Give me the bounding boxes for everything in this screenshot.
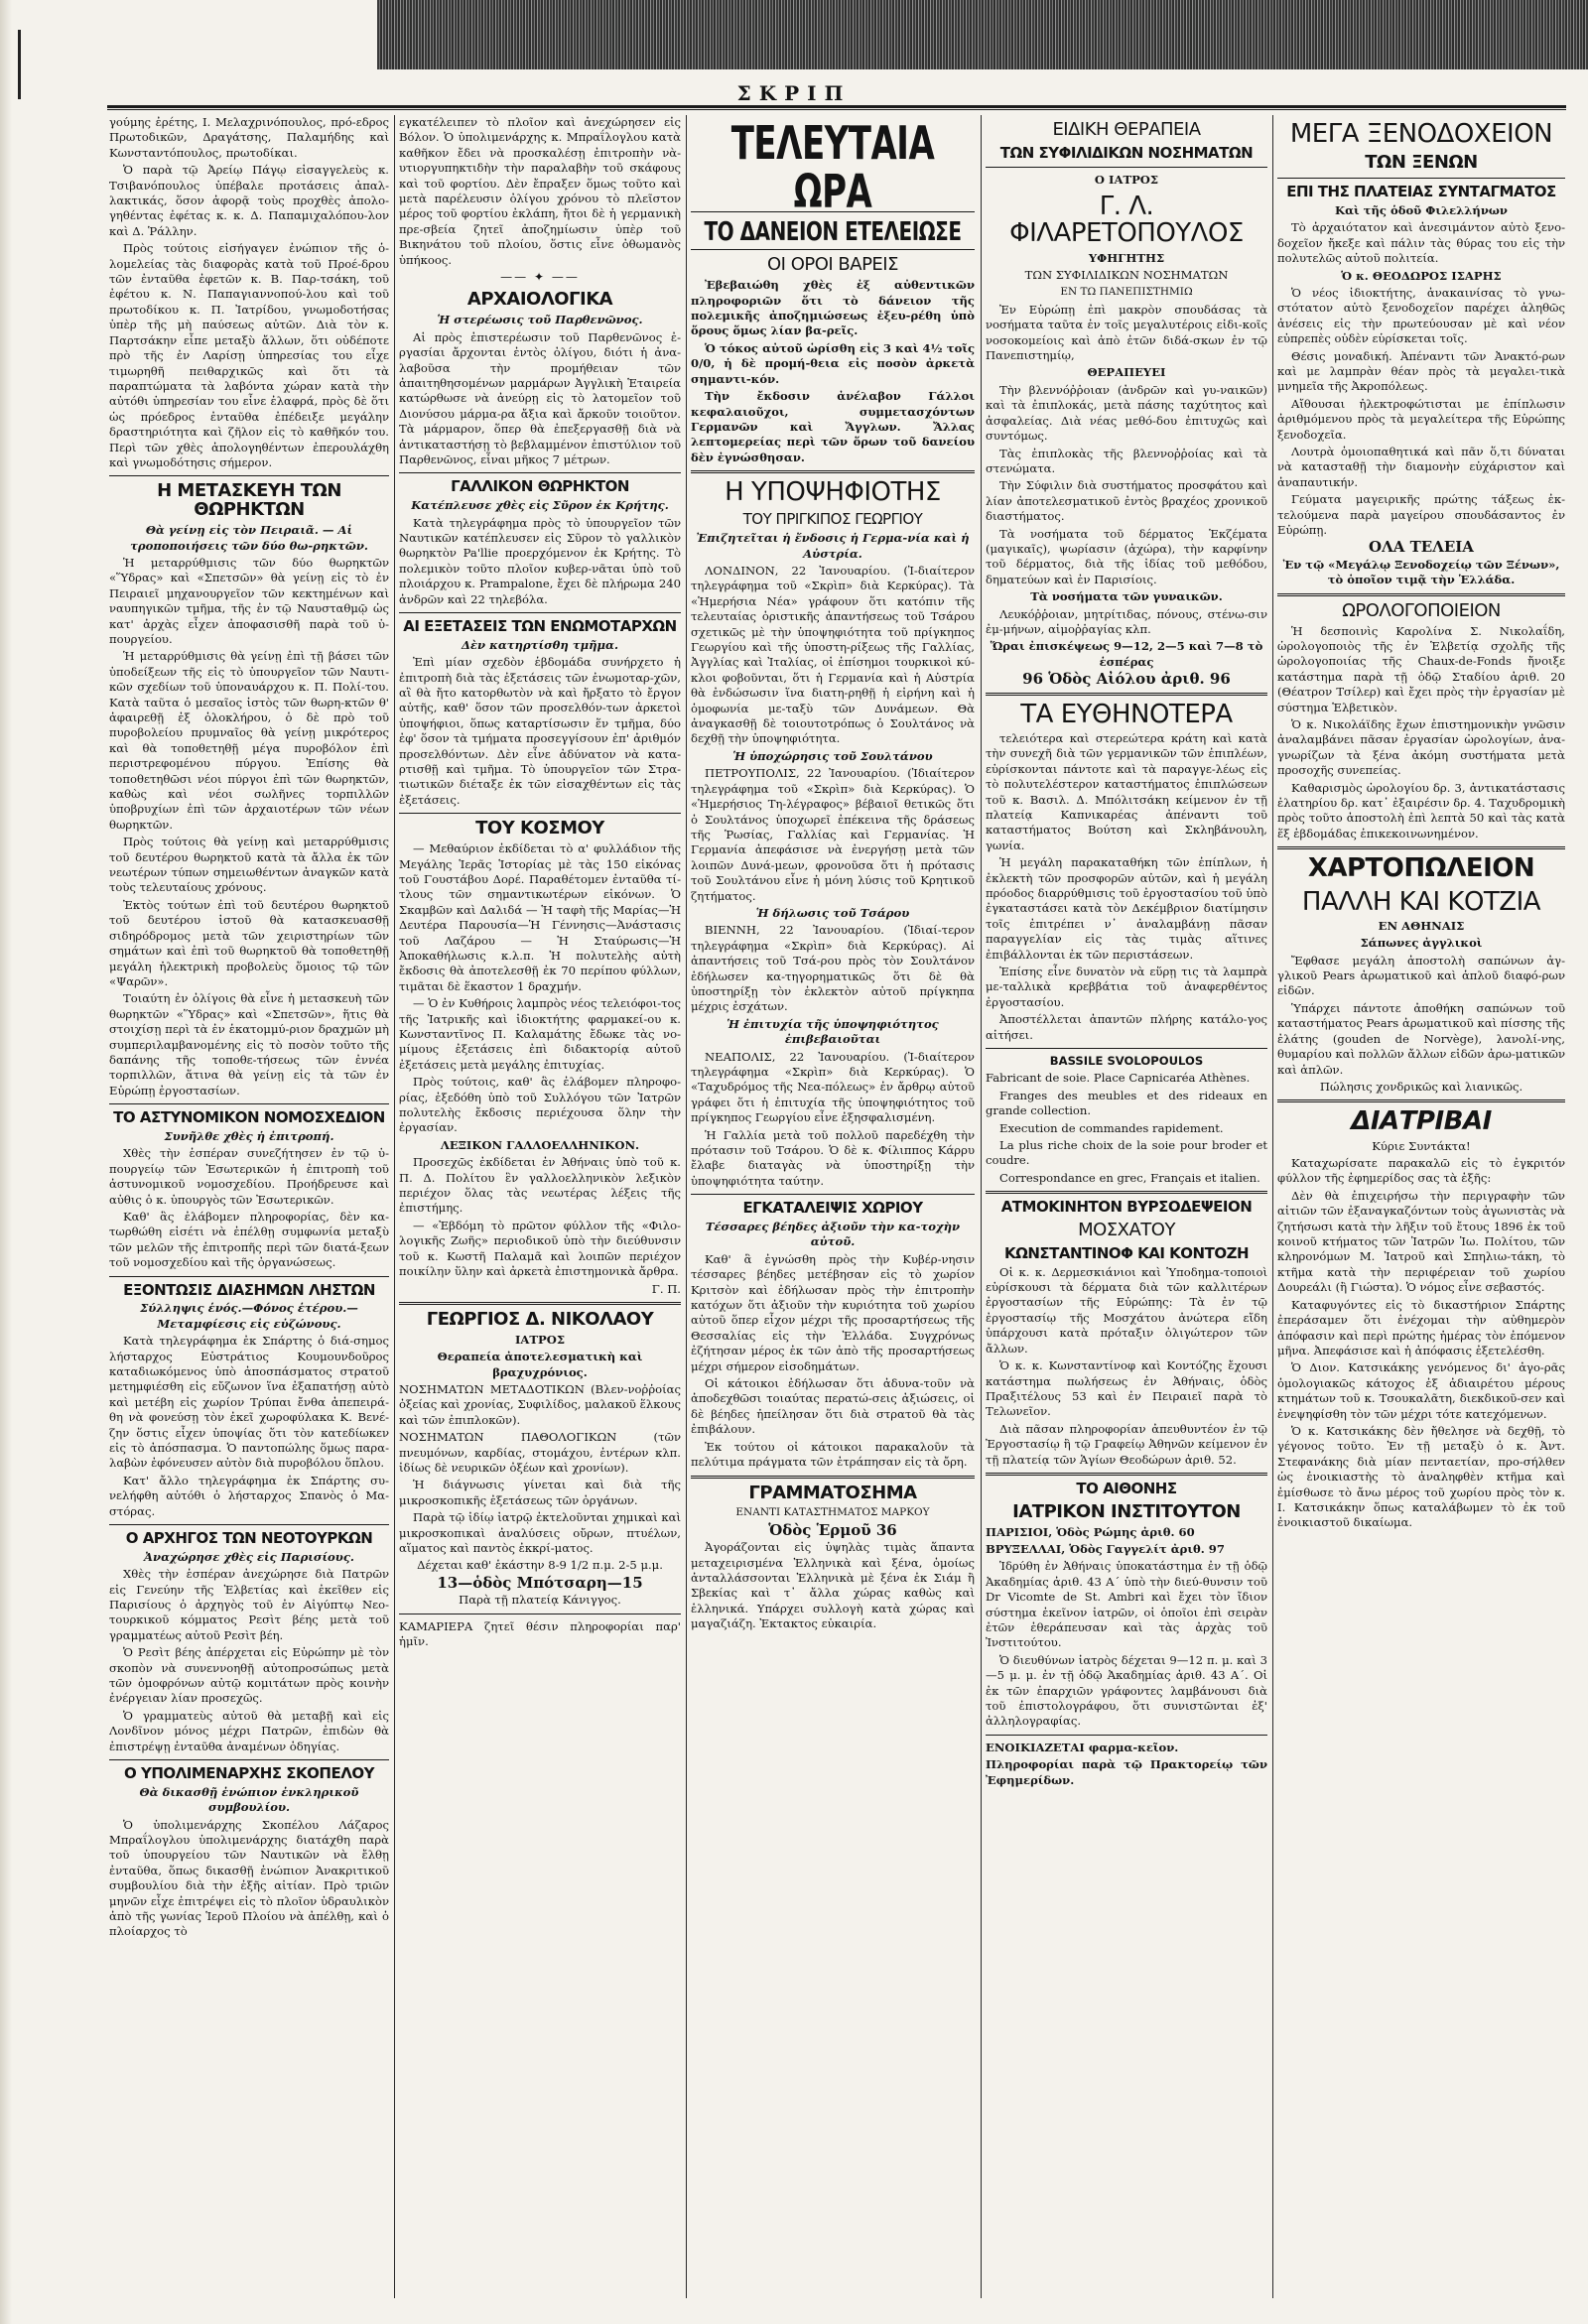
ad-stationer-owners: ΠΑΛΛΗ ΚΑΙ ΚΟΤΖΙΑ [1301, 886, 1541, 917]
ad-hotel: ΜΕΓΑ ΞΕΝΟΔΟΧΕΙΟΝ [1289, 119, 1553, 149]
paragraph: Ἀποστέλλεται ἀπαντῶν πλήρης κατάλο-γος αἰτήσει. [986, 1012, 1267, 1042]
classified: ΕΝΟΙΚΙΑΖΕΤΑΙ φαρμα-κεῖον. [986, 1740, 1179, 1754]
paragraph: Πρὸς τούτοις εἰσήγαγεν ἐνώπιον τῆς ὁ-λομελείας τὰς διαφορὰς κατὰ τοῦ Προέ-δρου τῶν ἐνταῦθα ἐφετῶν κ. Β. Παρ-τσάκη, τοῦ ἐφέτου κ. Ν. Παπαγιαννοπού-λου καὶ τοῦ πρωτοδίκου κ. Π. Ἰατρίδου, γνωμοδοτήσας ὑπὲρ τῆς μὴ παύσεως αὐτῶν. Διὰ τὸν κ. Παρτσάκην εἶπε μεταξὺ ἄλλων, ὅτι οὐδέποτε πρὸ τῆς ἐν Λαρίσῃ ὑπηρεσίας του εἶχε τιμωρηθῆ πειθαρχικῶς καὶ ὅτι τὰ παραπτώματα τὰ λαβόντα χώραν κατὰ τὴν αὐτόθι ὑπηρεσίαν του εἶνε ἐλαφρά, πρὸς δὲ ὅτι ὡς πρόεδρος ἐνταῦθα ἐπέδειξε μεγάλην δραστηριότητα καὶ ζῆλον εἰς τὸ καθῆκόν του. Περὶ τῶν χθὲς ἀπολογηθέντων ἐπερουλάχθη καὶ γνωμοδότησις σήμερον. [109, 241, 389, 469]
ad-address: Ὁδὸς Ἑρμοῦ 36 [768, 1520, 897, 1539]
paragraph: Ἔφθασε μεγάλη ἀποστολὴ σαπώνων ἀγ-γλικοῦ Pears ἀρωματικοῦ καὶ ἁπλοῦ διαφό-ρων εἰδῶν. [1277, 953, 1565, 998]
ad-line: Παρὰ τῷ ἰδίῳ ἰατρῷ ἐκτελοῦνται χημικαὶ καὶ μικροσκοπικαὶ ἀναλύσεις οὔρων, πτυέλων, αἵματος καὶ παντὸς ἐκκρί-ματος. [399, 1510, 681, 1556]
paragraph: Καθ' ἃ ἐγνώσθη πρὸς τὴν Κυβέρ-νησιν τέσσαρες βέηδες μετέβησαν εἰς τὸ χωρίον Κριτσὸν καὶ ἐδήλωσαν πρὸς τὴν ἐπιτροπὴν κατόχων ὅτι ἀξιοῦν τὴν κυριότητα τοῦ χωρίου αὐτοῦ ὅπερ εἶχον μέχρι τῆς προσαρτήσεως τῆς Θεσσαλίας εἰς τὴν Ἑλλάδα. Συγχρόνως ἐζήτησαν μέρος ἐκ τῶν ἀπὸ τῆς προσαρτήσεως μέχρι σήμερον εἰσοδημάτων. [691, 1251, 975, 1373]
ad-hours: Ὥραι ἐπισκέψεως 9—12, 2—5 καὶ 7—8 τὸ ἑσπέρας [990, 639, 1263, 669]
paragraph: — Μεθαύριον ἐκδίδεται τὸ α' φυλλάδιον τῆς Μεγάλης Ἱερᾶς Ἱστορίας μὲ τὰς 150 εἰκόνας τοῦ Γουστάβου Δορέ. Παραθέτομεν ἐνταῦθα τί-τλους τῶν σημαντικωτέρων εἰκόνων. Ὁ Σκαμβῶν καὶ Δαλιδά — Ἡ ταφὴ τῆς Μαρίας—Ἡ Δευτέρα Παρουσία—Ἡ Γέννησις—Ἀνάστασις τοῦ Λαζάρου — Ἡ Σταύρωσις—Ἡ Ἀποκαθήλωσις κ.λ.π. Ἡ πολυτελὴς αὐτὴ ἔκδοσις θὰ ἀποτελεσθῇ ἐκ 70 περίπου φύλλων, τιμᾶται δὲ ἕκαστον 1 δραχμήν. [399, 841, 681, 993]
headline-bandits: ΕΞΟΝΤΩΣΙΣ ΔΙΑΣΗΜΩΝ ΛΗΣΤΩΝ [123, 1280, 375, 1299]
ad-address: 13—ὁδὸς Μπότσαρη—15 [437, 1573, 643, 1592]
paragraph: Ὁ κ. Νικολάϊδης ἔχων ἐπιστημονικὴν γνῶσιν ἀναλαμβάνει πᾶσαν ἐργασίαν ὡρολογίων, ἀνα-γνωρίζων τὰ ξένα ἀκόμη συστήματα μετὰ προσοχῆς συνεπείας. [1277, 717, 1565, 778]
divider [399, 472, 681, 473]
divider [986, 1473, 1267, 1476]
paragraph: Ἀγοράζονται εἰς ὑψηλὰς τιμὰς ἅπαντα μεταχειρισμένα Ἑλληνικὰ καὶ ξένα, ὁμοίως ἀνταλλάσσονται Ἑλληνικὰ μὲ ξένα ἐκ Σιάμ ἢ Σβεκίας καὶ τ᾽ ἄλλα χώρας καθὼς καὶ ἑλληνικά. Υπάρχει συλλογὴ κατὰ χώρας καὶ μαγαζιάζη. Ἐκτακτος εὐκαιρία. [691, 1540, 975, 1631]
paragraph: Θέσις μοναδική. Ἀπέναντι τῶν Ἀνακτό-ρων καὶ με λαμπρὰν θέαν πρὸς τὰ μεγαλει-τικὰ μνημεῖα τῆς Ἀκροπόλεως. [1277, 348, 1565, 394]
paragraph: Τὴν βλεννόῤῥοιαν (ἀνδρῶν καὶ γυ-ναικῶν) καὶ τὰ ἐπιπλοκάς, μετὰ πάσης ταχύτητος καὶ ἀσφαλείας. Διὰ νέας μεθό-δου ἐπιτυχῶς καὶ συντόμως. [986, 382, 1267, 444]
paragraph: Ὁ γραμματεὺς αὐτοῦ θὰ μεταβῇ καὶ εἰς Λονδῖνον μόνος μέχρι Πατρῶν, ἐπιδὼν θὰ ἐπιστρέψῃ ἐνταῦθα ἀναμένων ὁδηγίας. [109, 1708, 389, 1753]
subheadline: Ἡ ὑποχώρησις τοῦ Σουλτάνου [732, 748, 933, 763]
ad-stationer: ΧΑΡΤΟΠΩΛΕΙΟΝ [1307, 853, 1535, 884]
divider [691, 1476, 975, 1479]
divider [1277, 846, 1565, 849]
ad-watchmaker: ΩΡΟΛΟΓΟΠΟΙΕΙΟΝ [1342, 599, 1501, 621]
ad-line: La plus riche choix de la soie pour broder et coudre. [986, 1138, 1267, 1168]
subheadline: Κατέπλευσε χθὲς εἰς Σῦρον ἐκ Κρήτης. [411, 498, 669, 513]
paragraph: Ὁ νέος ἰδιοκτήτης, ἀνακαινίσας τὸ γνω-στότατον αὐτὸ ξενοδοχεῖον παρέχει ἀληθῶς ἀνέσεις εἰς τὴν πρωτεύουσαν μὲ καὶ νέον εὐπρεπὲς οὐδὲν εὑρίσκεται τοῖς. [1277, 285, 1565, 346]
paragraph: Χθὲς τὴν ἑσπέραν ἀνεχώρησε διὰ Πατρῶν εἰς Γενεύην τῆς Ἑλβετίας καὶ ἐκεῖθεν εἰς Παρισίους ὁ ἀρχηγὸς τοῦ ἐν Αἰγύπτῳ Νεο-τουρκικοῦ κόμματος Ρεσὶτ βέης μετὰ τοῦ γραμματέως αὐτοῦ Ρεσὶτ βέη. [109, 1567, 389, 1642]
paragraph: Κατὰ τηλεγράφημα πρὸς τὸ ὑπουργεῖον τῶν Ναυτικῶν κατέπλευσεν εἰς Σῦρον τὸ γαλλικὸν θωρηκτὸν Pa'llie προερχόμενον ἐκ Κρήτης. Τὸ πολεμικὸν τοῦτο πλοῖον κυβερ-νᾶται ὑπὸ τοῦ πλοιάρχου κ. Prampalone, ἔχει δὲ πλήρωμα 240 ἀνδρῶν καὶ 22 τηλεβόλα. [399, 515, 681, 606]
ad-line: Δέχεται καθ' ἑκάστην 8-9 1/2 π.μ. 2-5 μ.μ. [417, 1558, 663, 1573]
subheadline: Ἀναχώρησε χθὲς εἰς Παρισίους. [144, 1549, 354, 1564]
divider [986, 167, 1267, 168]
paragraph: Τὴν ἔκδοσιν ἀνέλαβον Γάλλοι κεφαλαιοῦχοι, συμμετασχόντων Γερμανῶν καὶ Ἄγγλων. Ἄλλας λεπτομερείας περὶ τῶν ὅρων τοῦ δανείου δὲν ἐγνώσθησαν. [691, 389, 975, 464]
paragraph: Ὁ κ. Κατσικάκης δὲν ἤθελησε νὰ δεχθῇ, τὸ γέγονος τοῦτο. Ἐν τῇ μεταξὺ ὁ κ. Ἀντ. Στεφανάκης διὰ μίαν πενταετίαν, προ-σήλθεν ὡς ἐνοικιαστὴς τὸ ἀναληφθὲν κτῆμα καὶ ἐμίσθωσε τὸ ἄνω μέρος τοῦ χωρίου πρὸς τὸν κ. Ι. Κατσικάκην ὅπως καταλάβωμεν τὸ ἐκ τοῦ ἐνοικιαστοῦ δικαίωμα. [1277, 1423, 1565, 1530]
ad-line: Franges des meubles et des rideaux en grande collection. [986, 1088, 1267, 1118]
ad-line: Παρὰ τῇ πλατείᾳ Κάνιγγος. [459, 1593, 621, 1608]
classified: Πληροφορίαι παρὰ τῷ Πρακτορείῳ τῶν Ἐφημερίδων. [986, 1757, 1267, 1787]
headline-society: ΤΟΥ ΚΟΣΜΟΥ [475, 818, 604, 839]
ad-line: Πώλησις χονδρικῶς καὶ λιανικῶς. [1319, 1079, 1523, 1094]
paragraph: Ἐκτὸς τούτων ἐπὶ τοῦ δευτέρου θωρηκτοῦ τοῦ δευτέρου ἱστοῦ θὰ κατασκευασθῇ σιδηρόδρομος μετὰ τῶν χειριστηρίων τῶν σημάτων καὶ ἐπὶ τοῦ θωρηκτοῦ θὰ τοποθετηθῇ μεγάλη ἠλεκτρικὴ προβολεὺς ὅμοιος τῷ τῶν «Ψαρῶν». [109, 897, 389, 988]
ad-stamps: ΓΡΑΜΜΑΤΟΣΗΜΑ [748, 1482, 917, 1503]
scan-top-strip [377, 0, 1588, 69]
paragraph: Ὁ παρὰ τῷ Ἀρείῳ Πάγῳ εἰσαγγελεὺς κ. Τσιβανόπουλος ὑπέβαλε προτάσεις ἀπαλ-λακτικάς, ὅσον ἀφορᾷ τοὺς προχθὲς ἀπολο-γηθέντας ἐφέτας κ. κ. Δ. Παπαμιχαλόπου-λον καὶ Δ. Ῥάλλην. [109, 163, 389, 238]
headline-archaeology: ΑΡΧΑΙΟΛΟΓΙΚΑ [466, 289, 613, 311]
paragraph: Ὁ κ. κ. Κωνσταντίνοφ καὶ Κοντόζης ἔχουσι κατάστημα πωλήσεως ἐν Ἀθήναις, ὁδὸς Πραξιτέλους 53 καὶ ἐν Πειραιεῖ παρὰ τὸ Τελωνεῖον. [986, 1358, 1267, 1419]
paragraph: Ἐκ τούτου οἱ κάτοικοι παρακαλοῦν τὰ πελύτιμα πράγματα τῶν ἐτράπησαν εἰς τὰ ὄρη. [691, 1439, 975, 1470]
paragraph: ΝΕΑΠΟΛΙΣ, 22 Ἰανουαρίου. (Ἰ-διαίτερον τηλεγράφημα «Σκρὶπ» διὰ Κερκύρας). Ὁ «Ταχυδρόμος τῆς Νεα-πόλεως» ἐν ἄρθρῳ αὐτοῦ γράφει ὅτι ἡ ἐπιτυχία τῆς ὑποψηφιότητος τοῦ πρίγκηπος Γεωργίου εἶνε ἐξησφαλισμένη. [691, 1049, 975, 1125]
paragraph: Ἡ Γαλλία μετὰ τοῦ πολλοῦ παρεδέχθη τὴν πρότασιν τοῦ Τσάρου. Ὁ δὲ κ. Φίλιππος Κάρρυ ἔλαβε διαταγὰς νὰ ὑποστηρίξῃ τὴν ὑποψηφιότητα ταύτην. [691, 1127, 975, 1188]
ad-address: 96 Ὁδὸς Αἰόλου ἀριθ. 96 [1022, 670, 1231, 689]
paragraph: Ὁ τόκος αὐτοῦ ὡρίσθη εἰς 3 καὶ 4½ τοῖς 0/0, ἡ δὲ προμή-θεια εἰς ποσὸν ἀρκετὰ σημαντι-κόν. [691, 340, 975, 386]
headline-french-ironclad: ΓΑΛΛΙΚΟΝ ΘΩΡΗΚΤΟΝ [451, 477, 629, 496]
column-rule-4 [1272, 115, 1273, 2298]
paragraph: Ἡ μεταρρύθμισις θὰ γείνῃ ἐπὶ τῇ βάσει τῶν ὑποδείξεων τῆς εἰς τὸ ὑπουργεῖον τῶν Ναυτι-κῶν σχεδίων τοῦ ὑποναυάρχου κ. Π. Πολί-του. Κατὰ ταῦτα ὁ μεσαῖος ἱστὸς τῶν θωρη-κτῶν θ' ἀφαιρεθῇ ἐξ ὁλοκλήρου, ὁ δὲ πρὸ τοῦ πυροβολείου πρυμναῖος θὰ γείνῃ μικρότερος καὶ θὰ τοποθετηθῇ μέγα πυροβόλον ἐπὶ περιστρεφομένου πύργου. Ἐπίσης θὰ τοποθετηθῶσι νέοι πύργοι ἐπὶ τῶν θωρηκτῶν, καθὼς καὶ νέοι σωλῆνες τορπιλλῶν ὑποβρυχίων ἐπὶ τῶν ἀρχαιοτέρων τῶν νέων θωρηκτῶν. [109, 649, 389, 832]
ad-line: Τὰ νοσήματα τῶν γυναικῶν. [1030, 589, 1223, 604]
subheadline: Ἡ στερέωσις τοῦ Παρθενῶνος. [437, 313, 643, 327]
ornament: —— ✦ —— [500, 270, 580, 285]
paragraph: Τὴν Σύφιλιν διὰ συστήματος προσφάτου καὶ λίαν ἀποτελεσματικοῦ ἐντὸς βραχέος χρονικοῦ διαστήματος. [986, 478, 1267, 524]
column-2 [399, 115, 681, 2298]
divider [1277, 178, 1565, 179]
ad-furniture: ΤΑ ΕΥΘΗΝΟΤΕΡΑ [1020, 699, 1233, 729]
paragraph: Πρὸς τούτοις, καθ' ἃς ἐλάβομεν πληροφο-ρίας, ἐξεδόθη ὑπὸ τοῦ Συλλόγου τῶν Ἰατρῶν πολυτελὴς ἔκδοσις περιέχουσα ὅλην τὴν ἐργασίαν. [399, 1075, 681, 1135]
headline-police-bill: ΤΟ ΑΣΤΥΝΟΜΙΚΟΝ ΝΟΜΟΣΧΕΔΙΟΝ [113, 1108, 385, 1127]
paragraph: Πρὸς τούτοις θὰ γείνῃ καὶ μεταρρύθμισις τοῦ δευτέρου θωρηκτοῦ κατὰ τὰ ἄλλα ἐκ τῶν νεωτέρων τύπων σημειωθέντων ἀναγκῶν κατὰ τοὺς τελευταίους χρόνους. [109, 835, 389, 895]
ad-line: ΕΝ ΑΘΗΝΑΙΣ [1378, 918, 1465, 933]
headline-terms: ΟΙ ΟΡΟΙ ΒΑΡΕΙΣ [767, 254, 898, 276]
divider [399, 612, 681, 613]
ad-line: Fabricant de soie. Place Capnicaréa Athènes. [986, 1071, 1251, 1086]
paragraph: Προσεχῶς ἐκδίδεται ἐν Ἀθήναις ὑπὸ τοῦ κ. Π. Δ. Πολίτου ἓν γαλλοελληνικὸν λεξικὸν περιέχον ὅλας τὰς νεωτέρας λέξεις τῆς ἐπιστήμης. [399, 1155, 681, 1216]
column-4 [986, 115, 1267, 2298]
paragraph: Ἐν Εὐρώπῃ ἐπὶ μακρὸν σπουδάσας τὰ νοσήματα ταῦτα ἐν τοῖς μεγαλυτέροις εἰδι-κοῖς νοσοκομείοις καὶ ἀπὸ ἐτῶν διδά-σκων ἐν τῷ Πανεπιστημίῳ, [986, 302, 1267, 363]
ad-line: ΟΛΑ ΤΕΛΕΙΑ [1369, 538, 1474, 557]
classified: ΚΑΜΑΡΙΕΡΑ ζητεῖ θέσιν πληροφορίαι παρ' ἡμῖν. [399, 1618, 681, 1649]
ad-silk-name: BASSILE SVOLOPOULOS [1049, 1054, 1204, 1069]
ad-line: Ο ΙΑΤΡΟΣ [1094, 172, 1159, 187]
subheadline: Συνῆλθε χθὲς ἡ ἐπιτροπή. [164, 1128, 334, 1143]
ad-line: ΝΟΣΗΜΑΤΩΝ ΜΕΤΑΔΟΤΙΚΩΝ (Βλεν-νοῤῥοίας ὀξείας καὶ χρονίας, Συφιλίδος, μαλακοῦ ἕλκους καὶ τῶν ἐπιπλοκῶν). [399, 1382, 681, 1427]
divider [1277, 1099, 1565, 1102]
paragraph: Τὸ ἀρχαιότατον καὶ ἀνεσιμάντον αὐτὸ ξενο-δοχεῖον ἤκεξε καὶ πάλιν τὰς θύρας του εἰς τὴν πολυτελῶς αὐτοῦ πολιτεία. [1277, 220, 1565, 266]
paragraph: Γεύματα μαγειρικῆς πρώτης τάξεως ἐκ-τελούμενα παρὰ μαγείρου σπουδάσαντος ἐν Εὐρώπῃ. [1277, 492, 1565, 538]
masthead-title: ΣΚΡΙΠ [736, 81, 852, 105]
divider [986, 1191, 1267, 1194]
ad-doctor-title: ΙΑΤΡΟΣ [514, 1332, 566, 1347]
paragraph: Οἱ κ. κ. Δερμεσκιάνιοι καὶ Ὑποδημα-τοποιοὶ εὑρίσκουσι τὰ δέρματα διὰ τῶν καλλιτέρων ἐργοστασίων τῆς Εὐρώπης: Τὰ ἐν τῷ ἐργοστασίῳ τῆς Μοσχάτου ἀνώτερα εἴδη ὑπάρχουσι κατὰ πρόταξιν ὀλιγώτερον τῶν ἄλλων. [986, 1264, 1267, 1356]
headline-ironclads: Η ΜΕΤΑΣΚΕΥΗ ΤΩΝ ΘΩΡΗΚΤΩΝ [157, 480, 341, 521]
masthead-rule [107, 105, 1566, 108]
ad-line: ΕΝ ΤΩ ΠΑΝΕΠΙΣΤΗΜΙΩ [1060, 286, 1193, 299]
ad-line: ΝΟΣΗΜΑΤΩΝ ΠΑΘΟΛΟΓΙΚΩΝ (τῶν πνευμόνων, καρδίας, στομάχου, ἐντέρων κλπ. ἰδίως δὲ νευρικῶν ὀξέων καὶ χρονίων). [399, 1430, 681, 1476]
subheadline: Τέσσαρες βέηδες ἀξιοῦν τὴν κα-τοχὴν αὐτοῦ. [705, 1220, 961, 1249]
ad-line: Correspondance en grec, Français et italien. [999, 1170, 1260, 1185]
headline-village: ΕΓΚΑΤΑΛΕΙΨΙΣ ΧΩΡΙΟΥ [742, 1199, 923, 1218]
paragraph: Διὰ πᾶσαν πληροφορίαν ἀπευθυντέον ἐν τῷ Ἐργοστασίῳ ἢ τῷ Γραφείῳ Ἀθηνῶν κείμενον ἐν τῇ πλατείᾳ τῶν Ἁγίων Θεοδώρων ἀριθ. 52. [986, 1421, 1267, 1467]
column-1 [109, 115, 389, 2298]
paragraph: Ἱδρύθη ἐν Ἀθήναις ὑποκατάστημα ἐν τῇ ὁδῷ Ἀκαδημίας ἀριθ. 43 Α΄ ὑπὸ τὴν διεύ-θυνσιν τοῦ Dr Vicomte de St. Ambri καὶ ἔχει τὸν ἴδιον σύστημα ἐκεῖνον ἰατρῶν, οἱ ὁποῖοι ἐπὶ σειρὰν ἐτῶν ἐθεράπευσαν καὶ τὰς ἀρχὰς τοῦ Ἰνστιτούτου. [986, 1559, 1267, 1650]
divider [986, 693, 1267, 696]
paragraph: — Ὁ ἐν Κυθήροις λαμπρὸς νέος τελειόφοι-τος τῆς Ἰατρικῆς καὶ ἰδιοκτήτης φαρμακεί-ου κ. Κωνσταντῖνος Π. Καλαμάτης ἔδωκε τὰς νο-μίμους ἐξετάσεις ἐπὶ διδακτορίᾳ αὐτοῦ ἐξετάσεις μετὰ μεγάλης ἐπιτυχίας. [399, 996, 681, 1072]
subheadline: Ἐπιζητεῖται ἡ ἔνδοσις ἡ Γερμα-νία καὶ ἡ Αὐστρία. [696, 531, 970, 561]
page-left-shadow [0, 0, 12, 2324]
paragraph: ΠΕΤΡΟΥΠΟΛΙΣ, 22 Ἰανουαρίου. (Ἰδιαίτερον τηλεγράφημα τοῦ «Σκρὶπ» διὰ Κερκύρας). Ὁ «Ἡμερήσιος Τη-λέγραφος» βέβαιοῖ θετικῶς ὅτι ὁ Σουλτάνος ὑποχωρεῖ ἐπέκεινα τῆς δράσεως τῆς Ῥωσίας, Γαλλίας καὶ Γερμανίας. Ἡ Γερμανία ἀπεφάσισε νὰ ἐνεργήσῃ μετὰ τῶν λοιπῶν Δυνά-μεων, φρονοῦσα ὅτι ἡ πρότασις τοῦ Σουλτάνου εἶνε ἡ μόνη λύσις τοῦ Κρητικοῦ ζητήματος. [691, 766, 975, 903]
paragraph: Δὲν θὰ ἐπιχειρήσω τὴν περιγραφὴν τῶν αἰτιῶν τῶν ἐξαναγκαζόντων τοὺς ἀγωνιστὰς νὰ ζητήσωσι κατὰ τὴν λῆξιν τοῦ ἔτους 1896 ἐκ τοῦ κοινοῦ κτήματος τῶν Ἰατρῶν Ἰω. Πολίτου, τῶν κληρονόμων Μ. Ἰατροῦ καὶ Σπηλιω-τάκη, τὸ κτῆμα κατὰ τὴν περιφέρειαν τοῦ χωρίου Δουρεάλι (ἢ Γιώστα). Ὁ νόμος εἶνε σεβαστός. [1277, 1188, 1565, 1295]
paragraph: Καταχωρίσατε παρακαλῶ εἰς τὸ ἐγκριτόν φύλλον τῆς ἐφημερίδος σας τὰ ἑξῆς: [1277, 1156, 1565, 1186]
paragraph: Ἡ δεσποινὶς Καρολίνα Σ. Νικολαΐδη, ὡρολογοποιὸς τῆς ἐν Ἑλβετίᾳ σχολῆς τῆς ὡρολογοποιίας τῆς Chaux-de-Fonds ἤνοιξε κατάστημα παρὰ τῇ ὁδῷ Σταδίου ἀριθ. 20 (Θέατρον Τσίλερ) καὶ ἔχει πρὸς τὴν ἐργασίαν μὲ σύστημα Ἑλβετικὸν. [1277, 623, 1565, 714]
paragraph: Κατὰ τηλεγράφημα ἐκ Σπάρτης ὁ διά-σημος λήσταρχος Εὐστράτιος Κουμουνδοῦρος καταδιωκόμενος ὑπὸ ἀποσπάσματος στρατοῦ μετημφιέσθη εἰς εὔζωνον ἵνα ἐξαπατήσῃ αὐτὸ καὶ μετέβη εἰς χωρίον Τρύπαι ἔνθα ἀπεπειρά-θη νὰ φονεύσῃ τὸν ἐκεῖ χωροφύλακα Κ. Βενέ-ζην ὅστις εἶχεν ὑποψίας ὅτι τὸν κατεδίωκεν εἰς τὸ ἀπόσπασμα. Ὁ παντοπώλης ὅμως παρα-λαβὼν ἐφόνευσεν αὐτὸν διὰ πυροβόλου ὅπλου. [109, 1334, 389, 1471]
divider [109, 1524, 389, 1525]
divider [691, 249, 975, 250]
ad-line: Ἡ διάγνωσις γίνεται καὶ διὰ τῆς μικροσκοπικῆς ἐξετάσεως τῶν ὀργάνων. [399, 1478, 681, 1507]
paragraph: Ἐβεβαιώθη χθὲς ἐξ αὐθεντικῶν πληροφοριῶν ὅτι τὸ δάνειον τῆς πολεμικῆς ἀποζημιώσεως ἐξευ-ρέθη ὑπὸ ὅρους ὅμως λίαν βα-ρεῖς. [691, 278, 975, 338]
paragraph: γούμης ἐρέτης, Ι. Μελαχρινόπουλος, πρό-εδρος Πρωτοδικῶν, Δραγάτσης, Παλαμήδης καὶ Κωνσταντόπουλος, πρωτοδίκαι. [109, 115, 389, 160]
paragraph: Καταφυγόντες εἰς τὸ δικαστήριον Σπάρτης ἐπεράσαμεν ὅτι ἐνέχομαι τὴν αὐθημερὸν ἀπόφασιν καὶ περὶ πρώτης ἡμέρας τὸν ἐπόμενον μῆνα. Ἀπεφάσισε καὶ ἡ ἀπόφασις ἐξετελέσθη. [1277, 1297, 1565, 1357]
signature: Γ. Π. [651, 1281, 681, 1296]
paragraph: Τοιαύτη ἐν ὀλίγοις θὰ εἶνε ἡ μετασκευὴ τῶν θωρηκτῶν «Ὕδρας» καὶ «Σπετσῶν», ἥτις θὰ στοιχίσῃ περὶ τὰ ἐν ἑκατομμύ-ριον δραχμῶν μὴ συμπεριλαμβανομένης εἰς τὸ ποσὸν τοῦτο τῆς δαπάνης τῆς τοποθε-τήσεως τῶν ἐννέα τορπιλλῶν, ἅτινα θὰ γείνῃ εἰς τὰ τῶν ἐν Εὐρώπῃ ἐργοστασίων. [109, 991, 389, 1097]
paragraph: εγκατέλειπεν τὸ πλοῖον καὶ ἀνεχώρησεν εἰς Βόλον. Ὁ ὑπολιμενάρχης κ. Μπραΐλογλου κατὰ καθῆκον ἔδει νὰ προσκαλέσῃ ἐπιτροπὴν νὰ-υτιοργυπηκτιδὴν τὴν παραλαβὴν τοῦ σκάφους καὶ τοῦ φορτίου. Δὲν ἔπραξεν ὅμως τοῦτο καὶ μετὰ παρέλευσιν ὀλίγου χρόνου τὸ πλεῖστον μέρος τοῦ φορτίου ἐκλάπη, ἤτοι δὲ ἡ γερμανικὴ πρε-σβεία ζητεῖ ἀποζημίωσιν ὑπὲρ τοῦ Βικηνάτου τοῦ πλοίου, ὅστις εἶνε ὀθωμανὸς ὑπήκοος. [399, 115, 681, 267]
column-rule-3 [981, 115, 982, 2298]
divider [691, 470, 975, 473]
divider [109, 1276, 389, 1277]
headline-last-hour: ΤΕΛΕΥΤΑΙΑ ΩΡΑ [730, 116, 935, 219]
paragraph: Ὁ διευθύνων ἰατρὸς δέχεται 9—12 π. μ. καὶ 3—5 μ. μ. ἐν τῇ ὁδῷ Ἀκαδημίας ἀριθ. 43 Α΄. Οἱ ἐκ τῶν ἐπαρχιῶν γράφοντες λαμβάνουσι διὰ τοῦ ἐπιστολογράφου, ὅτι συνιστῶνται ἐξ' ἀλληλογραφίας. [986, 1652, 1267, 1729]
divider [109, 1103, 389, 1104]
subheadline: Θὰ δικασθῇ ἐνώπιον ἐνκληρικοῦ συμβουλίου. [139, 1784, 359, 1815]
paragraph: Ἡ μεγάλη παρακαταθήκη τῶν ἐπίπλων, ἡ ἐκλεκτὴ τῶν προσφορῶν αὐτῶν, καὶ ἡ μεγάλη πρόοδος διαρρύθμισις τοῦ ἐργοστασίου τοῦ ὑπὸ ἐγκαταστάσει κατὰ τὸν Δεκέμβριον διατίμησιν τοῖς ἐπιτρέπει ν᾽ ἀναλαμβάνῃ πᾶσαν παραγγελίαν εἰς τὰς τιμὰς αἵτινες ἐπιβάλλονται ἐκ τῶν περιστάσεων. [986, 855, 1267, 962]
subheadline: Δὲν κατηρτίσθη τμῆμα. [462, 637, 618, 652]
paragraph: Οἱ κάτοικοι ἐδήλωσαν ὅτι ἀδυνα-τοῦν νὰ ἀποδεχθῶσι τοιαύτας περατώ-σεις ἀξιώσεις, οἱ δὲ βέηδες ἠπείλησαν ὅτι διὰ στρατοῦ θὰ τὰς ἐπιβάλουν. [691, 1376, 975, 1437]
headline-loan: ΤΟ ΔΑΝΕΙΟΝ ΕΤΕΛΕΙΩΣΕ [704, 215, 962, 247]
paragraph: Τὰ νοσήματα τοῦ δέρματος Ἑκζέματα (μαγικαῖς), ψωρίασιν (ἀχώρα), τὴν καρφίνην τοῦ δέρματος, διὰ τῆς ἰδίας τοῦ μεθόδου, δηματεύων καὶ ἐν Παρισίοις. [986, 526, 1267, 586]
paragraph: ΒΙΕΝΝΗ, 22 Ἰανουαρίου. (Ἰδιαί-τερον τηλεγράφημα «Σκρὶπ» διὰ Κερκύρας). Αἱ ἀπαντήσεις τοῦ Τσά-ρου πρὸς τὸν Σουλτάνον ἐδήλωσεν κα-τηγορηματικῶς ὅτι δὲ θὰ ὑποστηρίξῃ τὸν ἐκλεκτὸν αὐτοῦ πρίγκηπα μέχρις ἐσχάτων. [691, 923, 975, 1014]
paragraph: Τὰς ἐπιπλοκὰς τῆς βλεννοῤῥοίας καὶ τὰ στενώματα. [986, 446, 1267, 475]
paragraph: Λουτρὰ ὁμοιοπαθητικά καὶ πᾶν ὅ,τι δύναται νὰ κατασταθῇ τὴν διαμονὴν εὐχάριστον καὶ ἀναπαυτικήν. [1277, 445, 1565, 489]
paragraph: Καθ' ἃς ἐλάβομεν πληροφορίας, δὲν κα-τωρθώθη εἰσέτι νὰ ἐπέλθῃ συμφωνία μεταξὺ τῶν μελῶν τῆς ἐπιτροπῆς περὶ τῶν διατά-ξεων τοῦ νομοσχεδίου καὶ τῆς ὀργανώσεως. [109, 1209, 389, 1270]
headline-letters: ΔΙΑΤΡΙΒΑΙ [1351, 1106, 1492, 1137]
ad-line: Καὶ τῆς ὁδοῦ Φιλελλήνων [1335, 202, 1508, 217]
divider [986, 1048, 1267, 1049]
ad-line: Θεραπεία ἀποτελεσματικὴ καὶ βραχυχρόνιος. [437, 1350, 643, 1379]
subheadline: Ἡ δήλωσις τοῦ Τσάρου [755, 905, 910, 920]
paragraph: Καθαρισμὸς ὡρολογίου δρ. 3, ἀντικατάστασις ἐλατηρίου δρ. κατ᾽ ἐξαιρέσιν δρ. 4. Ταχυδρομικὴ πρὸς τοῦτο ἀποστολὴ ἐπὶ λεπτὰ 50 καὶ τὰς κατὰ ἕξ ἑβδομάδας ἐπικεκοινωνημένον. [1277, 780, 1565, 840]
paragraph: Ὁ ὑπολιμενάρχης Σκοπέλου Λάζαρος Μπραΐλογλου ὑπολιμενάρχης διατάχθη παρὰ τοῦ ὑπουργείου τῶν Ναυτικῶν νὰ ἔλθῃ ἐνταῦθα, ὅπως δικασθῇ ἐνώπιον Ἀνακριτικοῦ συμβουλίου διὰ τὴν ἐξῆς αἰτίαν. Πρὸ τριῶν μηνῶν εἶχε ἐπιτρέψει εἰς τὸ πλοῖον ὑδραυλικὸν ἀπὸ τῆς γωνίας Ἱεροῦ Πλοίου νὰ ἀπέλθῃ, καὶ ὁ πλοίαρχος τὸ [109, 1817, 389, 1939]
salutation: Κύριε Συντάκτα! [1372, 1138, 1471, 1153]
ad-hotel-square: ΕΠΙ ΤΗΣ ΠΛΑΤΕΙΑΣ ΣΥΝΤΑΓΜΑΤΟΣ [1286, 183, 1556, 201]
divider [399, 813, 681, 814]
paragraph: Ἡ μεταρρύθμισις τῶν δύο θωρηκτῶν «Ὕδρας» καὶ «Σπετσῶν» θὰ γείνῃ εἰς τὸ ἐν Πειραιεῖ μηχανουργεῖον τῶν κεκτημένων καὶ ναυπηγικῶν τμῆμα, τῆς ἐν τῷ Ναυσταθμῷ ὡς κατ' ἀρχὰς εἶχεν ἀποφασισθῆ παρὰ τοῦ ὑ-πουργείου. [109, 555, 389, 646]
divider [1277, 593, 1565, 596]
paragraph: τελειότερα καὶ στερεώτερα κράτη καὶ κατὰ τὴν συνεχῆ διὰ τῶν γερμανικῶν τῶν ἐπιπλέων, εὑρίσκονται πάντοτε καὶ τὰ παραγγε-λέως εἰς τὸ πολυτελέστερον καταστήματος ἐπιπλώσεων τοῦ κ. Βασιλ. Δ. Μπόλιτσάκη κείμενον ἐν τῇ πλατείᾳ Καπνικαρέας ἀπέναντι τοῦ καταστήματος Βούτση καὶ Σκληβάνουλη, γωνία. [986, 730, 1267, 852]
ad-line: ΤΩΝ ΣΥΦΙΛΙΔΙΚΩΝ ΝΟΣΗΜΑΤΩΝ [1024, 268, 1229, 283]
paragraph: — «Ἐβδόμη τὸ πρῶτον φύλλον τῆς «Φιλο-λογικῆς Ζωῆς» περιοδικοῦ ὑπὸ τὴν διεύθυνσιν τοῦ κ. Κωστῆ Παλαμᾶ καὶ λοιπῶν περιέχον ποικίλην ὕλην καὶ ἀρκετὰ ἐπιστημονικὰ ἄρθρα. [399, 1218, 681, 1279]
ad-line: Ἐν τῷ «Μεγάλῳ Ξενοδοχείῳ τῶν Ξένων», τὸ ὁποῖον τιμᾷ τὴν Ἑλλάδα. [1282, 557, 1560, 587]
ad-line: ΕΝΑΝΤΙ ΚΑΤΑΣΤΗΜΑΤΟΣ ΜΑΡΚΟΥ [735, 1506, 930, 1519]
paragraph: Κατ' ἄλλο τηλεγράφημα ἐκ Σπάρτης συ-νελήφθη αὐτόθι ὁ λήσταρχος Σπανὸς ὁ Μα-στόρας. [109, 1473, 389, 1518]
subheadline: Θὰ γείνῃ εἰς τὸν Πειραιᾶ. — Αἱ τροποποιήσεις τῶν δύο θω-ρηκτῶν. [130, 523, 368, 553]
ad-line: ΒΡΥΞΕΛΛΑΙ, Ὁδὸς Γαγγελίτ ἀριθ. 97 [986, 1542, 1225, 1556]
column-5 [1277, 115, 1565, 2298]
headline-exams: ΑΙ ΕΞΕΤΑΣΕΙΣ ΤΩΝ ΕΝΩΜΟΤΑΡΧΩΝ [403, 617, 677, 636]
subheadline: Σύλληψις ἑνός.—Φόνος ἑτέρου.—Μεταμφίεσις εἰς εὐζώνους. [140, 1301, 358, 1331]
paragraph: Αἴθουσαι ἠλεκτροφώτισται με ἐπίπλωσιν ἀριθμόμενου πρὸς τὰ μεγαλείτερα τῆς Εὐρώπης ξενοδοχεῖα. [1277, 396, 1565, 442]
headline-prince: ΤΟΥ ΠΡΙΓΚΙΠΟΣ ΓΕΩΡΓΙΟΥ [742, 510, 923, 529]
ad-tannery-place: ΜΟΣΧΑΤΟΥ [1078, 1220, 1175, 1241]
masthead-rule-thin [107, 109, 1566, 110]
ad-therapy: ΕΙΔΙΚΗ ΘΕΡΑΠΕΙΑ [1052, 119, 1201, 140]
headline-harbourmaster: Ο ΥΠΟΛΙΜΕΝΑΡΧΗΣ ΣΚΟΠΕΛΟΥ [124, 1764, 374, 1783]
paragraph: Αἱ πρὸς ἐπιστερέωσιν τοῦ Παρθενῶνος ἐ-ργασίαι ἄρχονται ἐντὸς ὀλίγου, διότι ἡ ἀνα-λαβοῦσα τὴν προμήθειαν τῶν ἀπαιτηθησομένων μαρμάρων Ἀγγλικὴ Ἑταιρεία κατώρθωσε νὰ ἀνεύρῃ εἰς τὸ λατομεῖον τοῦ Διονύσου μάρμα-ρα ἄξια καὶ ἄρκοῦν τοιοῦτον. Τὰ μάρμαρον, ὅπερ θὰ ἐπεξεργασθῇ διὰ νὰ ἀντικαταστήσῃ τὸ βεβλαμμένον ἐπιστύλιον τοῦ Παρθενῶνος, εἶναι μῆκος 7 μέτρων. [399, 329, 681, 467]
subheadline: Ἡ ἐπιτυχία τῆς ὑποψηφιότητος ἐπιβεβαιοῦται [727, 1016, 939, 1047]
ad-tannery-owners: ΚΩΝΣΤΑΝΤΙΝΟΦ ΚΑΙ ΚΟΝΤΟΖΗ [1003, 1243, 1250, 1262]
divider [399, 1302, 681, 1305]
divider [109, 475, 389, 476]
paragraph: Χθὲς τὴν ἑσπέραν συνεζήτησεν ἐν τῷ ὑ-πουργείῳ τῶν Ἐσωτερικῶν ἡ ἐπιτροπὴ τοῦ ἀστυνομικοῦ νομοσχεδίου. Προήδρευσε καὶ αὐθις ὁ κ. ὑπουργὸς τῶν Ἐσωτερικῶν. [109, 1146, 389, 1207]
ad-doctor-name: Γ. Λ. ΦΙΛΑΡΕΤΟΠΟΥΛΟΣ [1009, 192, 1244, 249]
masthead [0, 81, 1588, 105]
ad-tannery: ΑΤΜΟΚΙΝΗΤΟΝ ΒΥΡΣΟΔΕΨΕΙΟΝ [1000, 1198, 1253, 1217]
ad-line: Execution de commandes rapidement. [999, 1120, 1224, 1135]
ad-owner: Ὁ κ. ΘΕΟΔΩΡΟΣ ΙΣΑΡΗΣ [1341, 268, 1502, 283]
headline-candidacy: Η ΥΠΟΨΗΦΙΟΤΗΣ [725, 477, 941, 508]
paragraph: Ὑπάρχει πάντοτε ἀποθήκη σαπώνων τοῦ καταστήματος Pears ἀρωματικοῦ καὶ πίσσης τῆς ἐλάτης (gouden de Norvège), λανολί-νης, θυμαρίου καὶ πολλῶν ἄλλων εἰδῶν ἀρω-ματικῶν καὶ ἁπλῶν. [1277, 1000, 1565, 1077]
headline-young-turks: Ο ΑΡΧΗΓΟΣ ΤΩΝ ΝΕΟΤΟΥΡΚΩΝ [125, 1529, 373, 1547]
divider [986, 1735, 1267, 1736]
paragraph: ΛΟΝΔΙΝΟΝ, 22 Ἰανουαρίου. (Ἰ-διαίτερον τηλεγράφημα τοῦ «Σκρὶπ» διὰ Κερκύρας). Τὰ «Ἡμερήσια Νέα» γράφουν ὅτι κατόπιν τῆς τελευταίας ὁριστικῆς ἀπαντήσεως τοῦ Τσάρου σχετικῶς μὲ τὴν ὑποψηφιότητα τοῦ πρίγκηπος Γεωργίου καὶ τῆς ὑποστη-ρίξεως τῆς Γαλλίας, Ἀγγλίας καὶ Ἰταλίας, οἱ ἐπίσημοι τουρκικοὶ κύ-κλοι φοβοῦνται, ὅτι ἡ Γερμανία καὶ ἡ Αὐστρία θὰ ἐνδώσωσιν ἵνα διατη-ρηθῇ ἡ εἰρήνη καὶ ἡ ὁμοφωνία με-ταξὺ τῶν Δυνάμεων. Θὰ ἀναγκασθῇ δὲ τοιουτοτρόπως ὁ Σουλτάνος νὰ δεχθῇ τὴν ὑποψηφιότητα. [691, 564, 975, 746]
divider [691, 1194, 975, 1195]
column-rule-2 [686, 115, 687, 2298]
paragraph: Λευκόῤῥοιαν, μητρίτιδας, πόνους, στένω-σιν ἐμ-μήνων, αἱμοῤῥαγίας κλπ. [986, 606, 1267, 636]
column-3 [691, 115, 975, 2298]
paragraph: Ἐπὶ μίαν σχεδὸν ἑβδομάδα συνήρχετο ἡ ἐπιτροπὴ διὰ τὰς ἐξετάσεις τῶν ἐνωμοταρ-χῶν, αἳ θὰ ἤτο κατορθωτὸν νὰ καὶ ἤρξατο τὸ ἔργον αὐτῆς, καθ' ὅσον τῶν προσελθόν-των ἀρκετοὶ ὑποψήφιοι, ὅπως καταρτίσωσιν ἕν τμῆμα, δύο ἐφ' ὅσον τὰ τμήματα προσεγγίσουν ἐπ' ἀριθμόν προσελθόντων. Δὲν εἶνε ἀδύνατον νὰ κατα-ρτισθῇ καὶ τμῆμα. Τὸ ὑπουργεῖον τῶν Στρα-τιωτικῶν διέταξε ἐκ τῶν εἰσαχθέντων εἰς τὰς ἐξετάσεις. [399, 655, 681, 807]
column-rule-1 [394, 115, 395, 2298]
ad-hotel-sub: ΤΩΝ ΞΕΝΩΝ [1365, 152, 1478, 174]
ad-institute-name: ΙΑΤΡΙΚΟΝ ΙΝΣΤΙΤΟΥΤΟΝ [1012, 1500, 1241, 1522]
ad-line: Σάπωνες ἀγγλικοὶ [1360, 936, 1483, 951]
ad-doctor-name: ΓΕΩΡΓΙΟΣ Δ. ΝΙΚΟΛΑΟΥ [426, 1308, 654, 1330]
paragraph: Ὁ Διον. Κατσικάκης γενόμενος δι' ἀγο-ρᾶς ὁμολογιακῶς κάτοχος ἐξ ἀδιαιρέτου μέρους κτημάτων τοῦ κ. Τσουκαλᾶτη, διεκδικοῦ-σεν καὶ ἐνεψηφίσθη τὸν τῶν μέχρι τότε κατεχόμενων. [1277, 1360, 1565, 1421]
ad-line: ΘΕΡΑΠΕΥΕΙ [1087, 365, 1166, 380]
ad-therapy-sub: ΤΩΝ ΣΥΦΙΛΙΔΙΚΩΝ ΝΟΣΗΜΑΤΩΝ [999, 143, 1254, 162]
paragraph: Ἐπίσης εἶνε δυνατὸν νὰ εὕρῃ τις τὰ λαμπρὰ με-ταλλικὰ κρεββάτια τοῦ ἀναφερθέντος ἐργοστασίου. [986, 965, 1267, 1009]
divider [109, 1759, 389, 1760]
paragraph: Ὁ Ρεσὶτ βέης ἀπέρχεται εἰς Εὐρώπην μὲ τὸν σκοπὸν νὰ συνεννοηθῇ αὐτοπροσώπως μετὰ τῶν ὁμοφρόνων αὐτῷ κομιτάτων πρὸς κοινὴν ἐνέργειαν λίαν προσεχῶς. [109, 1645, 389, 1706]
ad-line: ΥΦΗΓΗΤΗΣ [1088, 250, 1165, 265]
ad-institute: ΤΟ ΑΙΘΟΝΗΣ [1076, 1479, 1177, 1497]
ad-line: ΠΑΡΙΣΙΟΙ, Ὁδὸς Ρώμης ἀριθ. 60 [986, 1524, 1195, 1539]
section-label: ΛΕΞΙΚΟΝ ΓΑΛΛΟΕΛΛΗΝΙΚΟΝ. [440, 1137, 640, 1152]
